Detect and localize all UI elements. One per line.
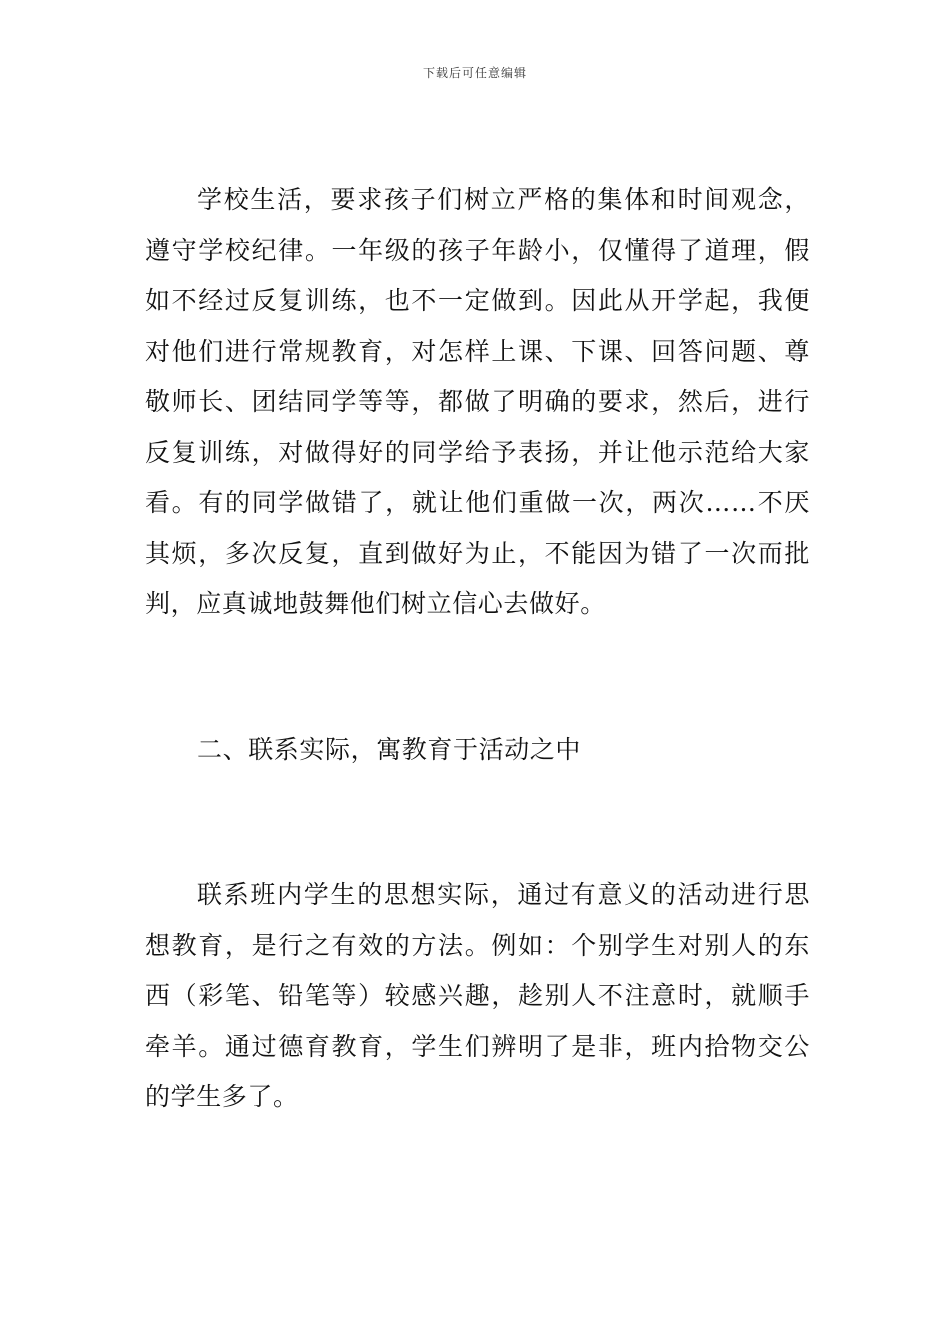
paragraph-activity-education: 联系班内学生的思想实际，通过有意义的活动进行思想教育，是行之有效的方法。例如：个别学生对别人的东西（彩笔、铅笔等）较感兴趣，趁别人不注意时，就顺手牵羊。通过德育教育，学生们辨明了是非，班内拾物交公的学生多了。 — [145, 880, 810, 1111]
section-heading-2: 二、联系实际，寓教育于活动之中 — [197, 735, 582, 764]
page-header: 下载后可任意编辑 — [422, 66, 527, 80]
paragraph-school-discipline: 学校生活，要求孩子们树立严格的集体和时间观念，遵守学校纪律。一年级的孩子年龄小，仅懂得了道理，假如不经过反复训练，也不一定做到。因此从开学起，我便对他们进行常规教育，对怎样上课、下课、回答问题、尊敬师长、团结同学等等，都做了明确的要求，然后，进行反复训练，对做得好的同学给予表扬，并让他示范给大家看。有的同学做错了，就让他们重做一次，两次……不厌其烦，多次反复，直到做好为止，不能因为错了一次而批判，应真诚地鼓舞他们树立信心去做好。 — [145, 185, 810, 618]
